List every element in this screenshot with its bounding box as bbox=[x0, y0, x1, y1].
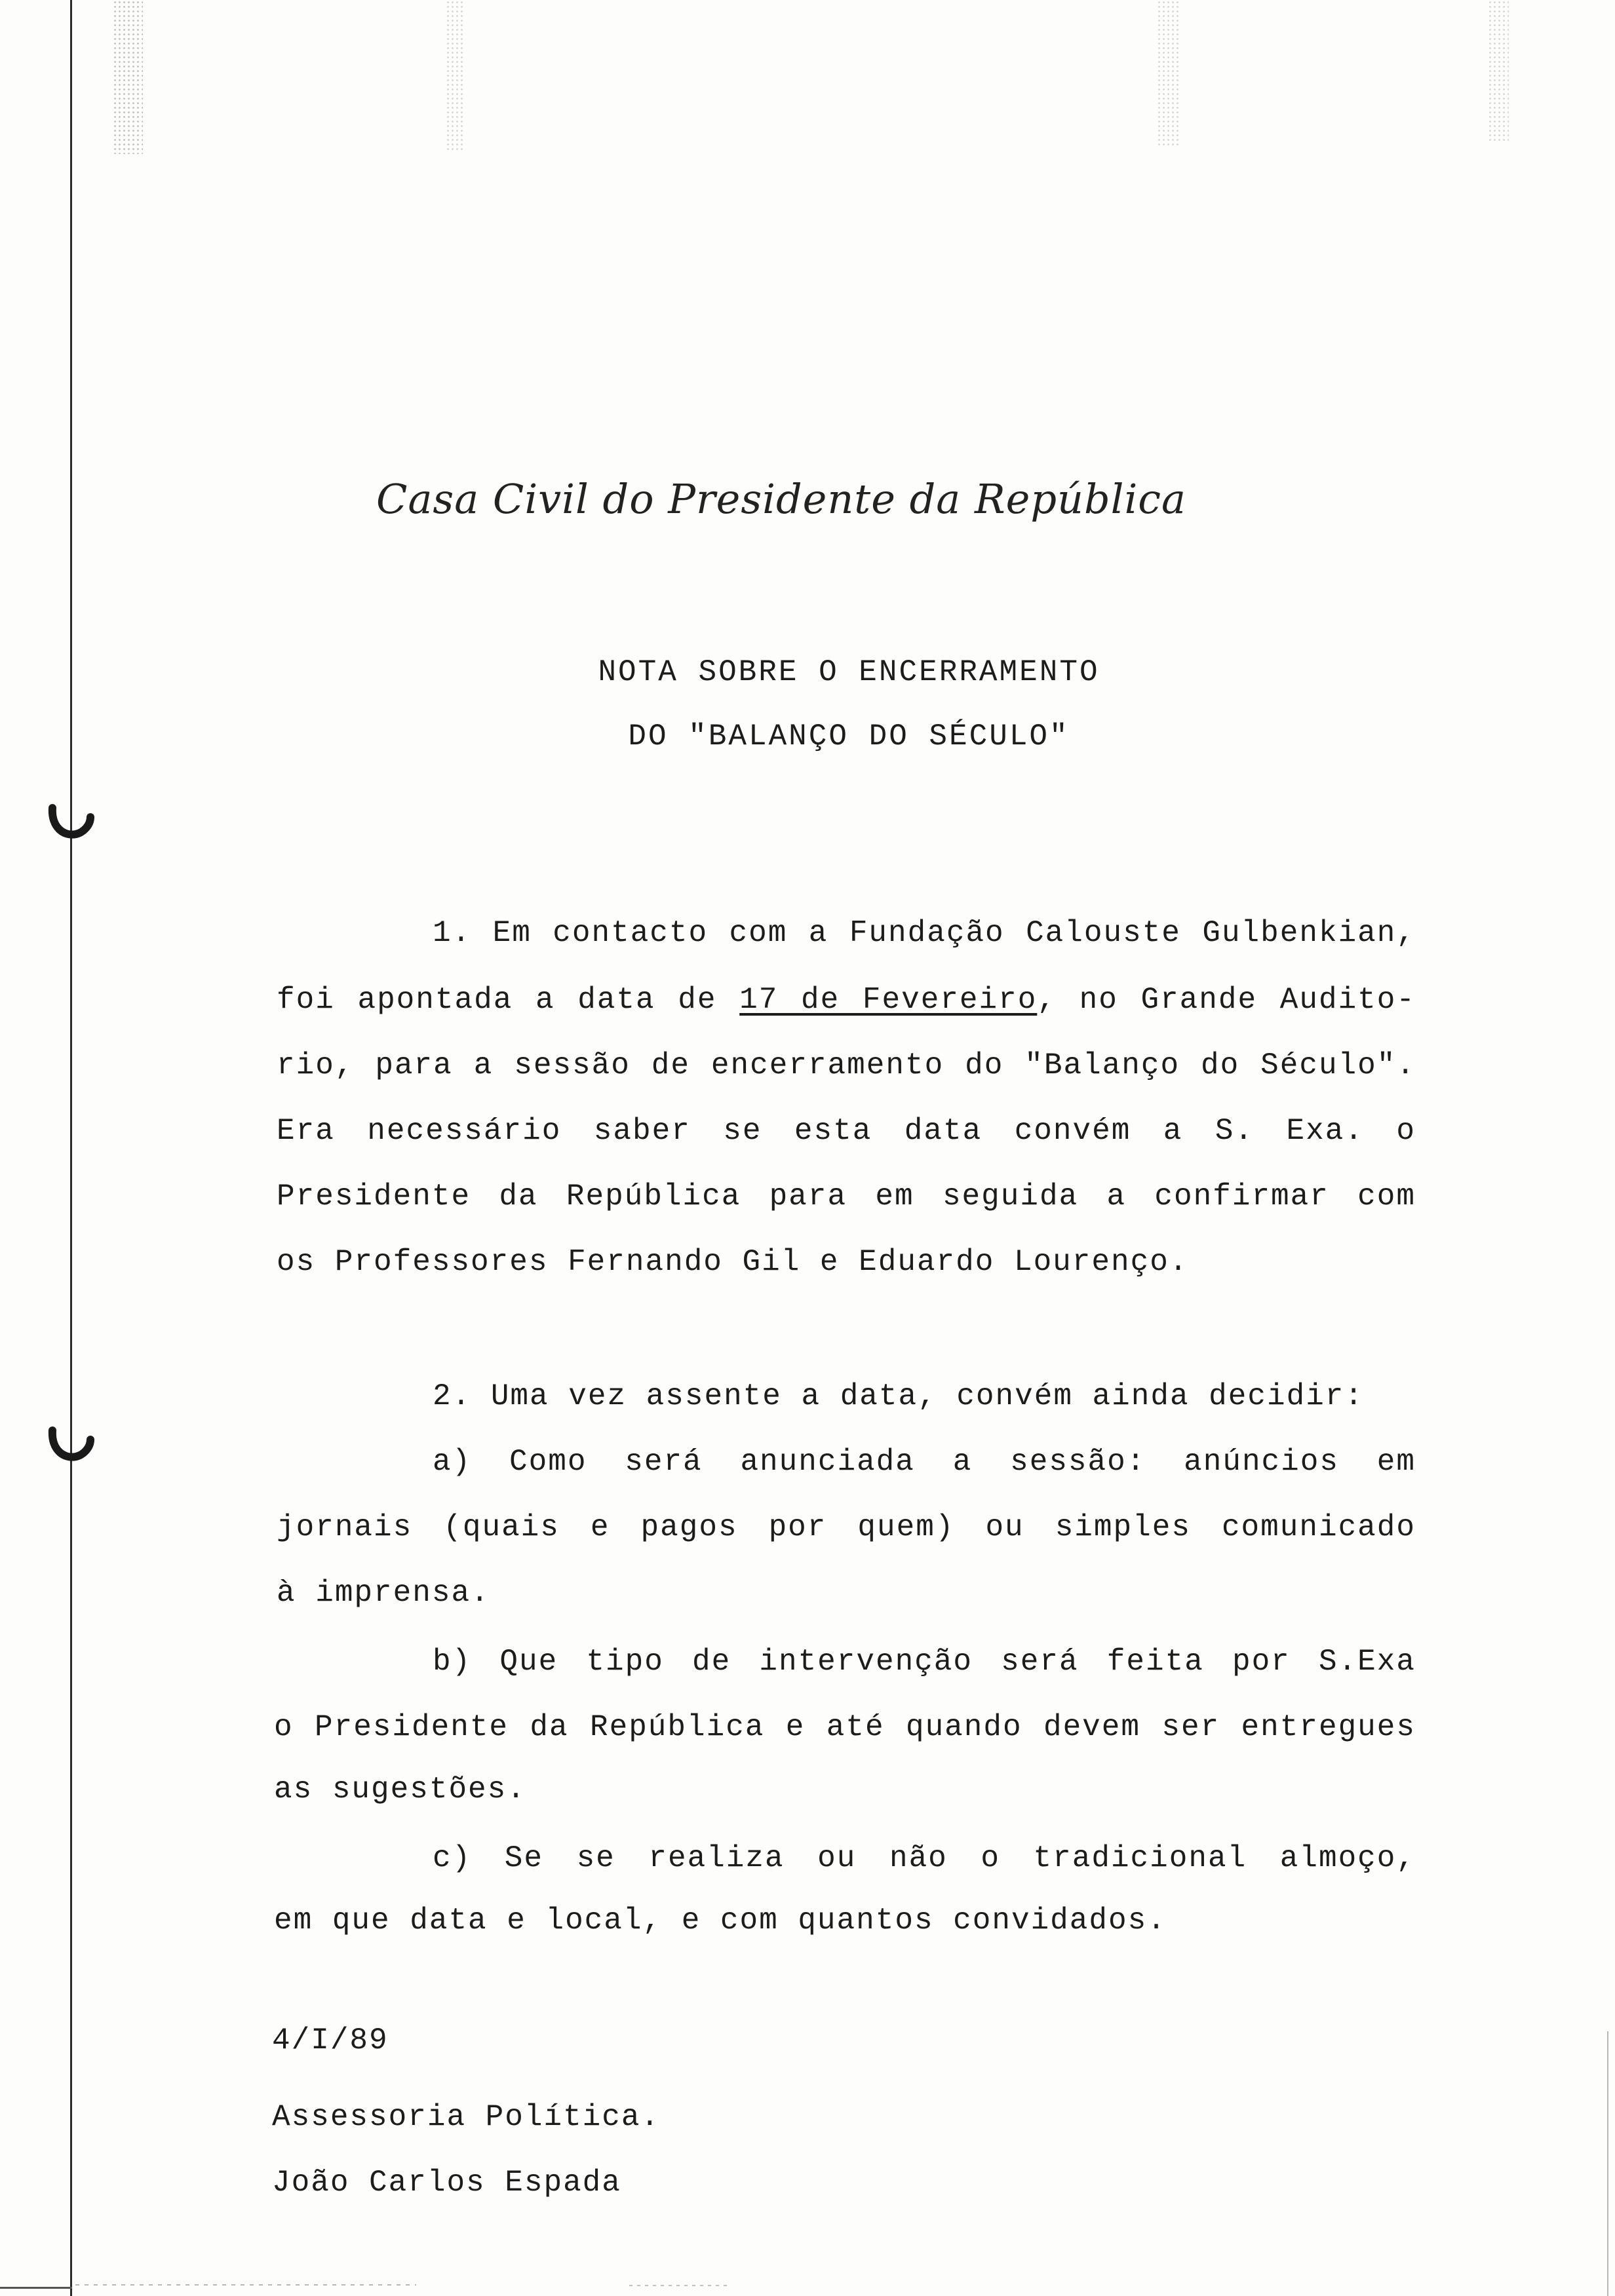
document-date: 4/I/89 bbox=[272, 2023, 389, 2057]
scan-speckle bbox=[446, 0, 464, 151]
paragraph-1-line-6: os Professores Fernando Gil e Eduardo Lourenço. bbox=[277, 1245, 1189, 1279]
scan-artifact bbox=[629, 2285, 728, 2286]
binding-margin-line bbox=[70, 0, 72, 2296]
punch-hole-mark bbox=[47, 1419, 94, 1466]
title-line-1: NOTA SOBRE O ENCERRAMENTO bbox=[598, 655, 1100, 689]
page-edge-line bbox=[1607, 2031, 1608, 2296]
punch-hole-mark bbox=[47, 796, 94, 843]
scan-speckle bbox=[1157, 0, 1180, 147]
item-a-line-1: a) Como será anunciada a sessão: anúncios em bbox=[433, 1445, 1416, 1479]
bottom-edge-line bbox=[0, 2287, 72, 2289]
scan-artifact bbox=[75, 2284, 416, 2286]
author-name: João Carlos Espada bbox=[272, 2166, 621, 2200]
letterhead: Casa Civil do Presidente da República bbox=[376, 475, 1186, 523]
item-b-line-3: as sugestões. bbox=[274, 1772, 526, 1807]
paragraph-1-line-5: Presidente da República para em seguida a confirmar com bbox=[277, 1179, 1416, 1214]
paragraph-2-line-1: 2. Uma vez assente a data, convém ainda decidir: bbox=[433, 1379, 1365, 1413]
item-b-line-1: b) Que tipo de intervenção será feita por S.Exa bbox=[433, 1645, 1416, 1679]
item-b-line-2: o Presidente da República e até quando devem ser entregues bbox=[274, 1710, 1416, 1744]
title-line-2: DO "BALANÇO DO SÉCULO" bbox=[628, 719, 1070, 754]
highlighted-date: 17 de Fevereiro bbox=[739, 983, 1038, 1017]
item-c-line-2: em que data e local, e com quantos convidados. bbox=[274, 1904, 1167, 1938]
department: Assessoria Política. bbox=[272, 2100, 661, 2134]
paragraph-1-line-1: 1. Em contacto com a Fundação Calouste Gulbenkian, bbox=[433, 916, 1416, 950]
scan-speckle bbox=[1488, 0, 1509, 141]
scan-speckle bbox=[113, 0, 143, 154]
paragraph-1-line-3: rio, para a sessão de encerramento do "Balanço do Século". bbox=[277, 1048, 1416, 1082]
item-a-line-3: à imprensa. bbox=[277, 1576, 490, 1610]
item-c-line-1: c) Se se realiza ou não o tradicional almoço, bbox=[433, 1841, 1416, 1875]
paragraph-1-line-2: foi apontada a data de 17 de Fevereiro, no Grande Audito- bbox=[277, 983, 1416, 1017]
paragraph-1-line-4: Era necessário saber se esta data convém a S. Exa. o bbox=[277, 1114, 1416, 1148]
item-a-line-2: jornais (quais e pagos por quem) ou simples comunicado bbox=[277, 1510, 1416, 1544]
